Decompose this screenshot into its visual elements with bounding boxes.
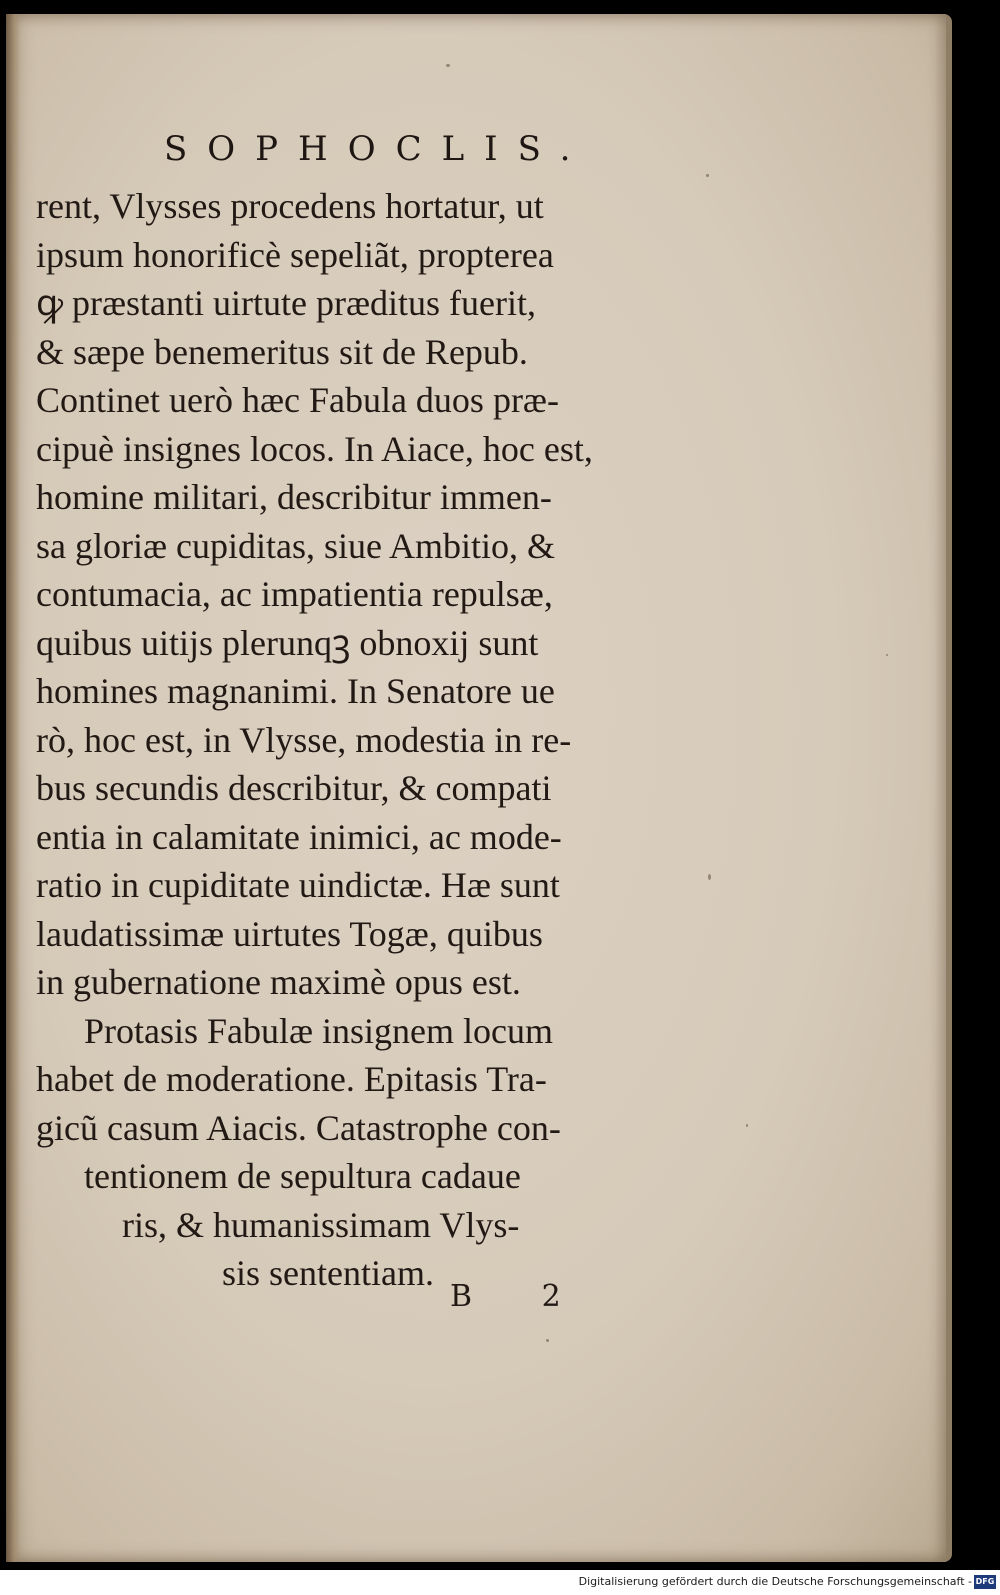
text-line: cipuè insignes locos. In Aiace, hoc est, [36, 428, 593, 469]
text-line: rent, Vlysses procedens hortatur, ut [36, 186, 544, 226]
dfg-logo-icon: DFG [974, 1575, 996, 1589]
text-line: ipsum honorificè sepeliãt, propterea [36, 234, 554, 275]
text-line: rò, hoc est, in Vlysse, modestia in re- [36, 719, 572, 760]
text-line: entia in calamitate inimici, ac mode- [36, 816, 562, 857]
text-line: sis sententiam. [222, 1253, 434, 1293]
text-line: laudatissimæ uirtutes Togæ, quibus [36, 913, 543, 954]
paper-speck [746, 1124, 748, 1127]
paper-speck [708, 874, 711, 880]
text-line: ꝙ præstanti uirtute præditus fuerit, [36, 283, 536, 323]
text-line: tentionem de sepultura cadaue [84, 1156, 521, 1196]
running-head: SOPHOCLIS. [164, 129, 591, 169]
text-line: in gubernatione maximè opus est. [36, 962, 521, 1002]
text-line: homines magnanimi. In Senatore ue [36, 671, 555, 711]
text-line: contumacia, ac impatientia repulsæ, [36, 574, 553, 614]
signature-mark: B 2 [450, 1279, 591, 1314]
paper-speck [446, 64, 450, 67]
text-line: & sæpe benemeritus sit de Repub. [36, 331, 528, 372]
digitization-footer [0, 1570, 1000, 1595]
text-line: ris, & humanissimam Vlys- [122, 1204, 520, 1245]
text-line: gicũ casum Aiacis. Catastrophe con- [36, 1107, 561, 1148]
paper-speck [886, 654, 888, 656]
text-line: Protasis Fabulæ insignem locum [84, 1010, 554, 1051]
paper-speck [706, 174, 709, 177]
text-line: quibus uitijs plerunqꝫ obnoxij sunt [36, 622, 539, 663]
footer-credit: Digitalisierung gefördert durch die Deutsche Forschungsgemeinschaft - [578, 1575, 972, 1588]
page-gutter [6, 14, 20, 1562]
paper-speck [546, 1339, 549, 1342]
text-line: bus secundis describitur, & compati [36, 768, 552, 808]
body-text [36, 182, 686, 1298]
book-page [6, 14, 952, 1562]
text-line: homine militari, describitur immen- [36, 477, 552, 517]
text-line: ratio in cupiditate uindictæ. Hæ sunt [36, 865, 560, 905]
text-line: habet de moderatione. Epitasis Tra- [36, 1059, 547, 1099]
text-line: Continet uerò hæc Fabula duos præ- [36, 380, 559, 420]
text-line: sa gloriæ cupiditas, siue Ambitio, & [36, 525, 555, 566]
